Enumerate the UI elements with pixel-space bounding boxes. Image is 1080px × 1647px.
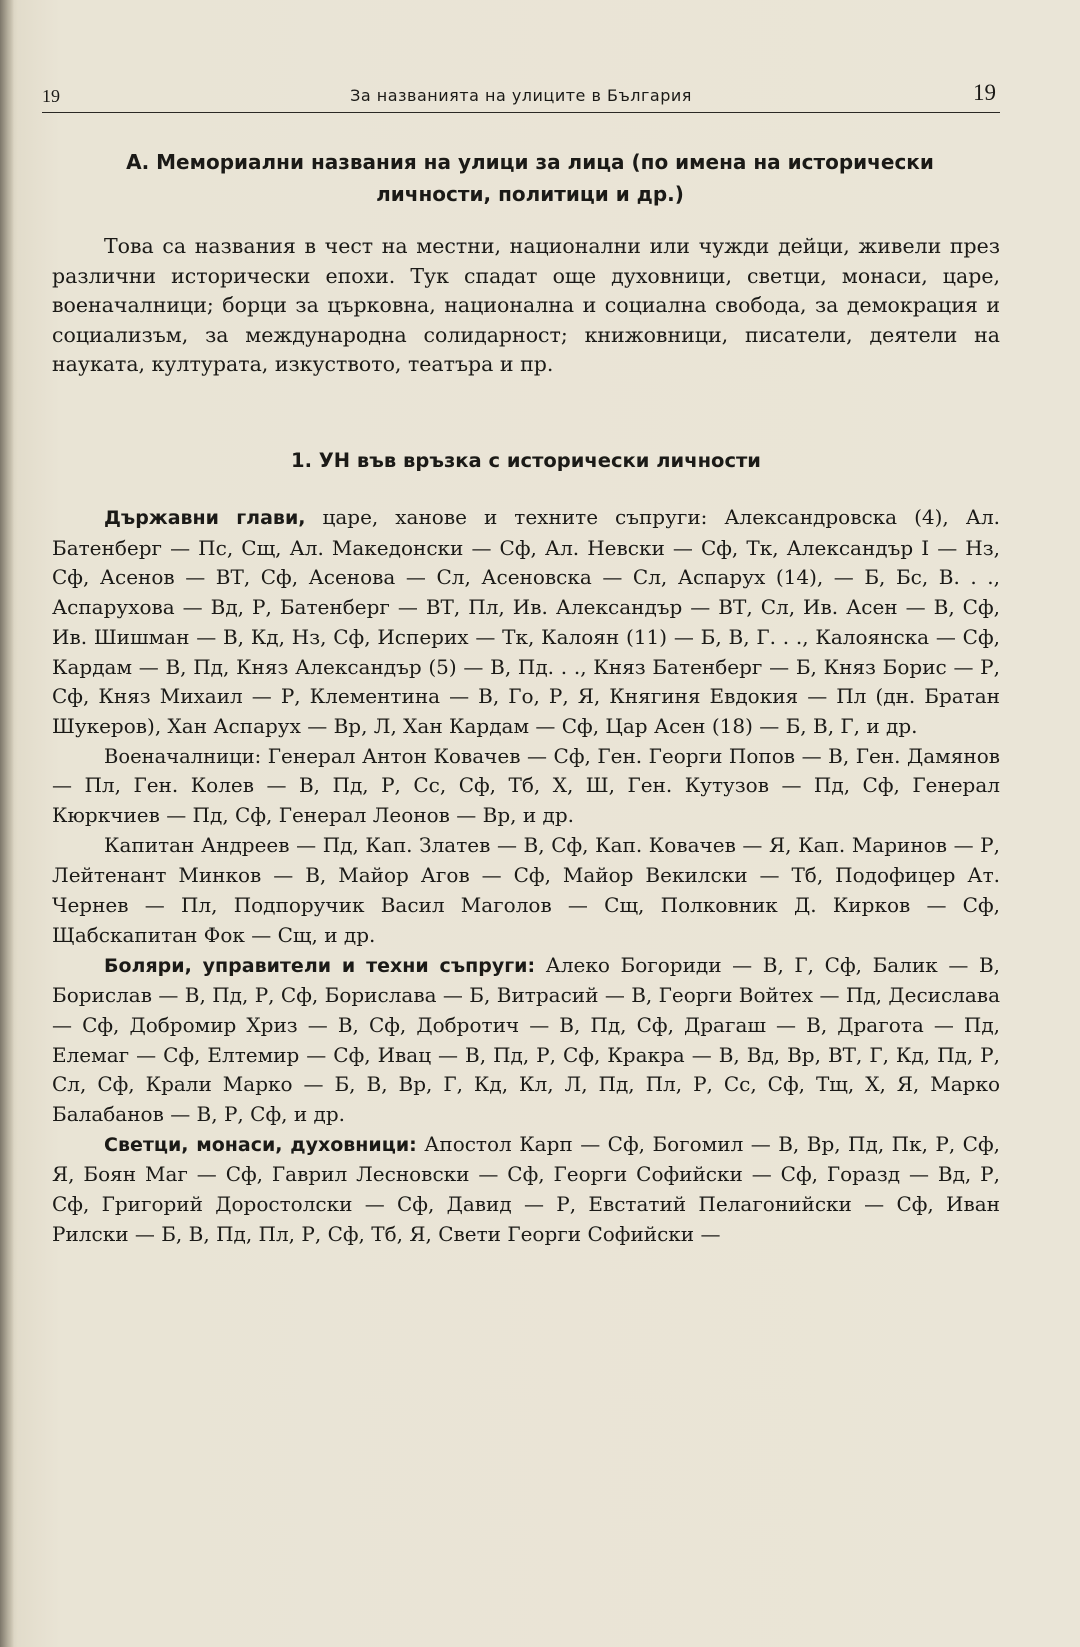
running-title: За названията на улиците в България: [350, 86, 692, 105]
page-number-left: 19: [42, 86, 60, 106]
subsection-heading: 1. УН във връзка с исторически личности: [291, 449, 761, 472]
entry-paragraph: [52, 831, 1000, 951]
entry-lead: Светци, монаси, духовници:: [104, 1133, 417, 1156]
entry-text: царе, ханове и техните съпруги: Александровска (4), Ал. Батенберг — Пс, Сщ, Ал. Македонски — Сф, Ал. Невски — Сф, Тк, Александър I — Нз, Сф, Асенов — ВТ, Сф, Асенова — Сл, Асеновска — Сл, Аспарух (14), — Б, Бс, В. . ., Аспарухова — Вд, Р, Батенберг — ВТ, Пл, Ив. Александър — ВТ, Сл, Ив. Асен — В, Сф, Ив. Шишман — В, Кд, Нз, Сф, Исперих — Тк, Калоян (11) — Б, В, Г. . ., Калоянска — Сф, Кардам — В, Пд, Княз Александър (5) — В, Пд. . ., Княз Батенберг — Б, Княз Борис — Р, Сф, Княз Михаил — Р, Клементина — В, Го, Р, Я, Княгиня Евдокия — Пл (дн. Братан Шукеров), Хан Аспарух — Вр, Л, Хан Кардам — Сф, Цар Асен (18) — Б, В, Г, и др.: [52, 505, 1001, 738]
entry-paragraph: [52, 1130, 1000, 1250]
entry-lead: Държавни глави,: [104, 507, 306, 529]
entry-paragraph: [52, 742, 1000, 831]
section-heading: А. Мемориални названия на улици за лица (по имена на исторически личности, политици и др.): [126, 150, 934, 206]
page-spine-shadow: [0, 0, 14, 1647]
intro-paragraph: Това са названия в чест на местни, национални или чужди дейци, живели през различни исторически епохи. Тук спадат още духовници, светци, монаси, царе, военачалници; борци за църковна, национална и социална свобода, за демокрация и социализъм, за международна солидарност; книжовници, писатели, деятели на науката, културата, изкуството, театъра и пр.: [52, 234, 1000, 376]
running-header: [42, 80, 1000, 113]
entry-text: Капитан Андреев — Пд, Кап. Златев — В, Сф, Кап. Ковачев — Я, Кап. Маринов — Р, Лейтенант Минков — В, Майор Агов — Сф, Майор Векилски — Тб, Подофицер Ат. Чернев — Пл, Подпоручик Васил Маголов — Сщ, Полковник Д. Кирков — Сф, Щабскапитан Фок — Сщ, и др.: [52, 832, 1000, 947]
entry-paragraph: [52, 951, 1000, 1130]
entry-paragraph: [52, 503, 1000, 742]
page-number-right: 19: [973, 80, 996, 105]
entry-lead: Боляри, управители и техни съпруги:: [104, 954, 536, 977]
entry-lead: Военачалници:: [104, 744, 262, 768]
entries-block: [52, 503, 1000, 1250]
entry-text: Алеко Богориди — В, Г, Сф, Балик — В, Борислав — В, Пд, Р, Сф, Борислава — Б, Витрасий — В, Георги Войтех — Пд, Десислава — Сф, Добромир Хриз — В, Сф, Добротич — В, Пд, Сф, Драгаш — В, Драгота — Пд, Елемаг — Сф, Елтемир — Сф, Ивац — В, Пд, Р, Сф, Кракра — В, Вд, Вр, ВТ, Г, Кд, Пд, Р, Сл, Сф, Крали Марко — Б, В, Вр, Г, Кд, Кл, Л, Пд, Пл, Р, Сс, Сф, Тщ, Х, Я, Марко Балабанов — В, Р, Сф, и др.: [52, 952, 1000, 1127]
entry-text: Апостол Карп — Сф, Богомил — В, Вр, Пд, Пк, Р, Сф, Я, Боян Маг — Сф, Гаврил Лесновски — Сф, Георги Софийски — Сф, Горазд — Вд, Р, Сф, Григорий Доростолски — Сф, Давид — Р, Евстатий Пелагонийски — Сф, Иван Рилски — Б, В, Пд, Пл, Р, Сф, Тб, Я, Свети Георги Софийски —: [52, 1131, 1000, 1246]
entry-text: Генерал Антон Ковачев — Сф, Ген. Георги Попов — В, Ген. Дамянов — Пл, Ген. Колев — В, Пд, Р, Сс, Сф, Тб, Х, Ш, Ген. Кутузов — Пд, Сф, Генерал Кюркчиев — Пд, Сф, Генерал Леонов — Вр, и др.: [52, 743, 1000, 828]
